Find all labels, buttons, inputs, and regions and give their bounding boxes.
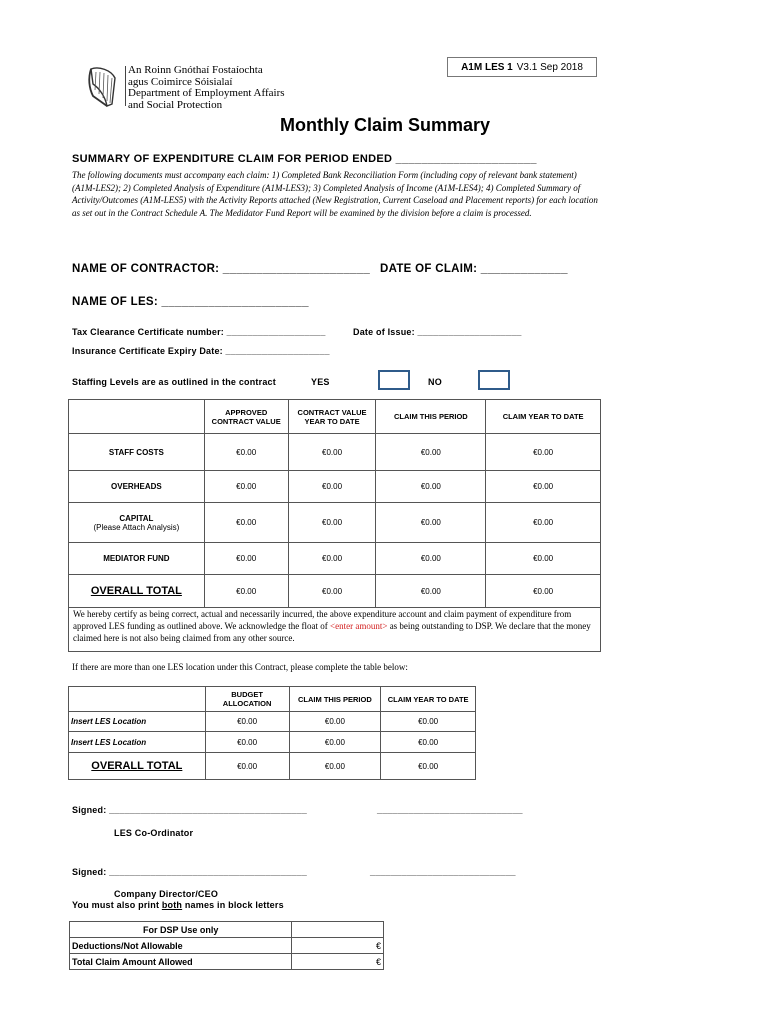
more-locations-note: If there are more than one LES location under this Contract, please complete the table below: bbox=[72, 662, 408, 672]
amount-cell[interactable]: €0.00 bbox=[205, 732, 289, 753]
amount-cell[interactable]: €0.00 bbox=[486, 503, 601, 543]
date-of-claim-field[interactable]: DATE OF CLAIM: _____________ bbox=[380, 263, 568, 275]
page-title: Monthly Claim Summary bbox=[279, 115, 491, 135]
total-cell: €0.00 bbox=[486, 575, 601, 608]
dsp-heading-blank bbox=[292, 922, 384, 938]
dsp-amount-cell[interactable]: € bbox=[292, 954, 384, 970]
column-header: APPROVED CONTRACT VALUE bbox=[204, 400, 288, 434]
block-letters-post: names in block letters bbox=[182, 900, 284, 910]
column-header: CONTRACT VALUE YEAR TO DATE bbox=[288, 400, 376, 434]
summary-heading: SUMMARY OF EXPENDITURE CLAIM FOR PERIOD ENDED ______________________ bbox=[72, 153, 537, 165]
amount-cell[interactable]: €0.00 bbox=[204, 543, 288, 575]
date-line-coordinator[interactable]: ____________________________ bbox=[377, 805, 523, 815]
table-row bbox=[69, 471, 601, 503]
locations-table bbox=[68, 686, 476, 780]
location-name-cell[interactable]: Insert LES Location bbox=[69, 712, 206, 732]
director-role-label: Company Director/CEO bbox=[114, 889, 219, 899]
amount-cell[interactable]: €0.00 bbox=[376, 471, 486, 503]
total-cell: €0.00 bbox=[288, 575, 376, 608]
block-letters-both: both bbox=[161, 900, 183, 910]
total-cell: €0.00 bbox=[204, 575, 288, 608]
table-row bbox=[69, 503, 601, 543]
certify-text-2: as being outstanding to DSP. We declare that the money claimed here is not also being claimed from any other source. bbox=[73, 621, 591, 643]
dsp-heading-row bbox=[70, 922, 384, 938]
date-line-director[interactable]: ____________________________ bbox=[370, 867, 516, 877]
dsp-use-table bbox=[69, 921, 384, 970]
column-header: CLAIM THIS PERIOD bbox=[376, 400, 486, 434]
table-row bbox=[69, 732, 476, 753]
department-name bbox=[128, 65, 285, 111]
amount-cell[interactable]: €0.00 bbox=[289, 712, 381, 732]
column-header: CLAIM YEAR TO DATE bbox=[486, 400, 601, 434]
amount-cell[interactable]: €0.00 bbox=[486, 543, 601, 575]
total-label: OVERALL TOTAL bbox=[69, 575, 205, 608]
column-header: CLAIM YEAR TO DATE bbox=[381, 687, 476, 712]
form-code: A1M LES 1 bbox=[461, 61, 513, 73]
department-line-4: and Social Protection bbox=[128, 98, 223, 111]
tax-cert-field[interactable]: Tax Clearance Certificate number: ___________________ bbox=[72, 327, 326, 337]
yes-label: YES bbox=[311, 377, 330, 387]
amount-cell[interactable]: €0.00 bbox=[204, 434, 288, 471]
row-label: OVERHEADS bbox=[69, 471, 205, 503]
insurance-field[interactable]: Insurance Certificate Expiry Date: ____________________ bbox=[72, 346, 330, 356]
staffing-label: Staffing Levels are as outlined in the contract bbox=[72, 377, 276, 387]
row-label: STAFF COSTS bbox=[69, 434, 205, 471]
row-label-cell bbox=[69, 503, 205, 543]
block-letters-note bbox=[72, 900, 284, 910]
table-header-row bbox=[69, 687, 476, 712]
amount-cell[interactable]: €0.00 bbox=[376, 434, 486, 471]
total-cell: €0.00 bbox=[289, 753, 381, 780]
form-reference bbox=[447, 57, 597, 77]
coordinator-role-label: LES Co-Ordinator bbox=[114, 828, 194, 838]
amount-cell[interactable]: €0.00 bbox=[486, 434, 601, 471]
row-label: MEDIATOR FUND bbox=[69, 543, 205, 575]
dsp-row bbox=[70, 954, 384, 970]
total-row bbox=[69, 575, 601, 608]
amount-cell[interactable]: €0.00 bbox=[288, 503, 376, 543]
certify-text-1: We hereby certify as being correct, actual and necessarily incurred, the above expenditure account and claim payment of expenditure from approved LES funding as outlined above. We acknowledge the float of bbox=[73, 609, 572, 631]
contractor-field[interactable]: NAME OF CONTRACTOR: ______________________ bbox=[72, 263, 371, 275]
column-header: CLAIM THIS PERIOD bbox=[289, 687, 381, 712]
amount-cell[interactable]: €0.00 bbox=[381, 712, 476, 732]
dsp-row-label: Total Claim Amount Allowed bbox=[70, 954, 292, 970]
total-row bbox=[69, 753, 476, 780]
amount-cell[interactable]: €0.00 bbox=[288, 471, 376, 503]
amount-cell[interactable]: €0.00 bbox=[288, 434, 376, 471]
amount-cell[interactable]: €0.00 bbox=[376, 543, 486, 575]
expenditure-table bbox=[68, 399, 601, 608]
amount-cell[interactable]: €0.00 bbox=[381, 732, 476, 753]
float-amount-placeholder[interactable]: <enter amount> bbox=[330, 621, 388, 631]
amount-cell[interactable]: €0.00 bbox=[205, 712, 289, 732]
table-row bbox=[69, 434, 601, 471]
les-name-field[interactable]: NAME OF LES: ______________________ bbox=[72, 296, 309, 308]
department-line-1: An Roinn Gnóthaí Fostaíochta bbox=[128, 64, 263, 76]
amount-cell[interactable]: €0.00 bbox=[204, 503, 288, 543]
table-row bbox=[69, 543, 601, 575]
amount-cell[interactable]: €0.00 bbox=[486, 471, 601, 503]
table-header-blank bbox=[69, 400, 205, 434]
signature-line-coordinator[interactable]: Signed: ______________________________________ bbox=[72, 805, 307, 815]
department-line-3: Department of Employment Affairs bbox=[128, 87, 285, 99]
amount-cell[interactable]: €0.00 bbox=[288, 543, 376, 575]
table-header-blank bbox=[69, 687, 206, 712]
total-label: OVERALL TOTAL bbox=[69, 753, 206, 780]
row-label: CAPITAL bbox=[119, 513, 154, 523]
logo-divider bbox=[125, 66, 126, 106]
dsp-row-label: Deductions/Not Allowable bbox=[70, 938, 292, 954]
dsp-heading: For DSP Use only bbox=[70, 922, 292, 938]
column-header: BUDGET ALLOCATION bbox=[205, 687, 289, 712]
no-label: NO bbox=[428, 377, 442, 387]
amount-cell[interactable]: €0.00 bbox=[376, 503, 486, 543]
total-cell: €0.00 bbox=[205, 753, 289, 780]
certification-statement bbox=[68, 605, 601, 652]
yes-checkbox[interactable] bbox=[378, 370, 410, 390]
table-header-row bbox=[69, 400, 601, 434]
amount-cell[interactable]: €0.00 bbox=[289, 732, 381, 753]
no-checkbox[interactable] bbox=[478, 370, 510, 390]
signature-line-director[interactable]: Signed: ______________________________________ bbox=[72, 867, 307, 877]
total-cell: €0.00 bbox=[376, 575, 486, 608]
department-line-2: agus Coimirce Sóisialaí bbox=[128, 75, 233, 88]
dsp-amount-cell[interactable]: € bbox=[292, 938, 384, 954]
amount-cell[interactable]: €0.00 bbox=[204, 471, 288, 503]
row-sublabel: (Please Attach Analysis) bbox=[93, 522, 180, 532]
table-row bbox=[69, 712, 476, 732]
block-letters-pre: You must also print bbox=[72, 900, 162, 910]
harp-logo-icon bbox=[85, 66, 119, 108]
date-of-issue-field[interactable]: Date of Issue: ____________________ bbox=[353, 327, 522, 337]
dsp-row bbox=[70, 938, 384, 954]
total-cell: €0.00 bbox=[381, 753, 476, 780]
intro-text: The following documents must accompany each claim: 1) Completed Bank Reconciliation Form (including copy of relevant bank statement) (A1M-LES2); 2) Completed Analysis of Expenditure (A1M-LES3); 3) Completed Analysis of Income (A1M-LES4); 4) Completed Summary of Activity/Outcomes (A1M-LES5) with the Activity Reports attached (New Registration, Current Caseload and Placement reports) for each location as set out in the Contract Schedule A. The Medidator Fund Report will be examined by the division before a claim is processed. bbox=[72, 170, 598, 218]
form-version: V3.1 Sep 2018 bbox=[516, 61, 583, 73]
location-name-cell[interactable]: Insert LES Location bbox=[69, 732, 206, 753]
